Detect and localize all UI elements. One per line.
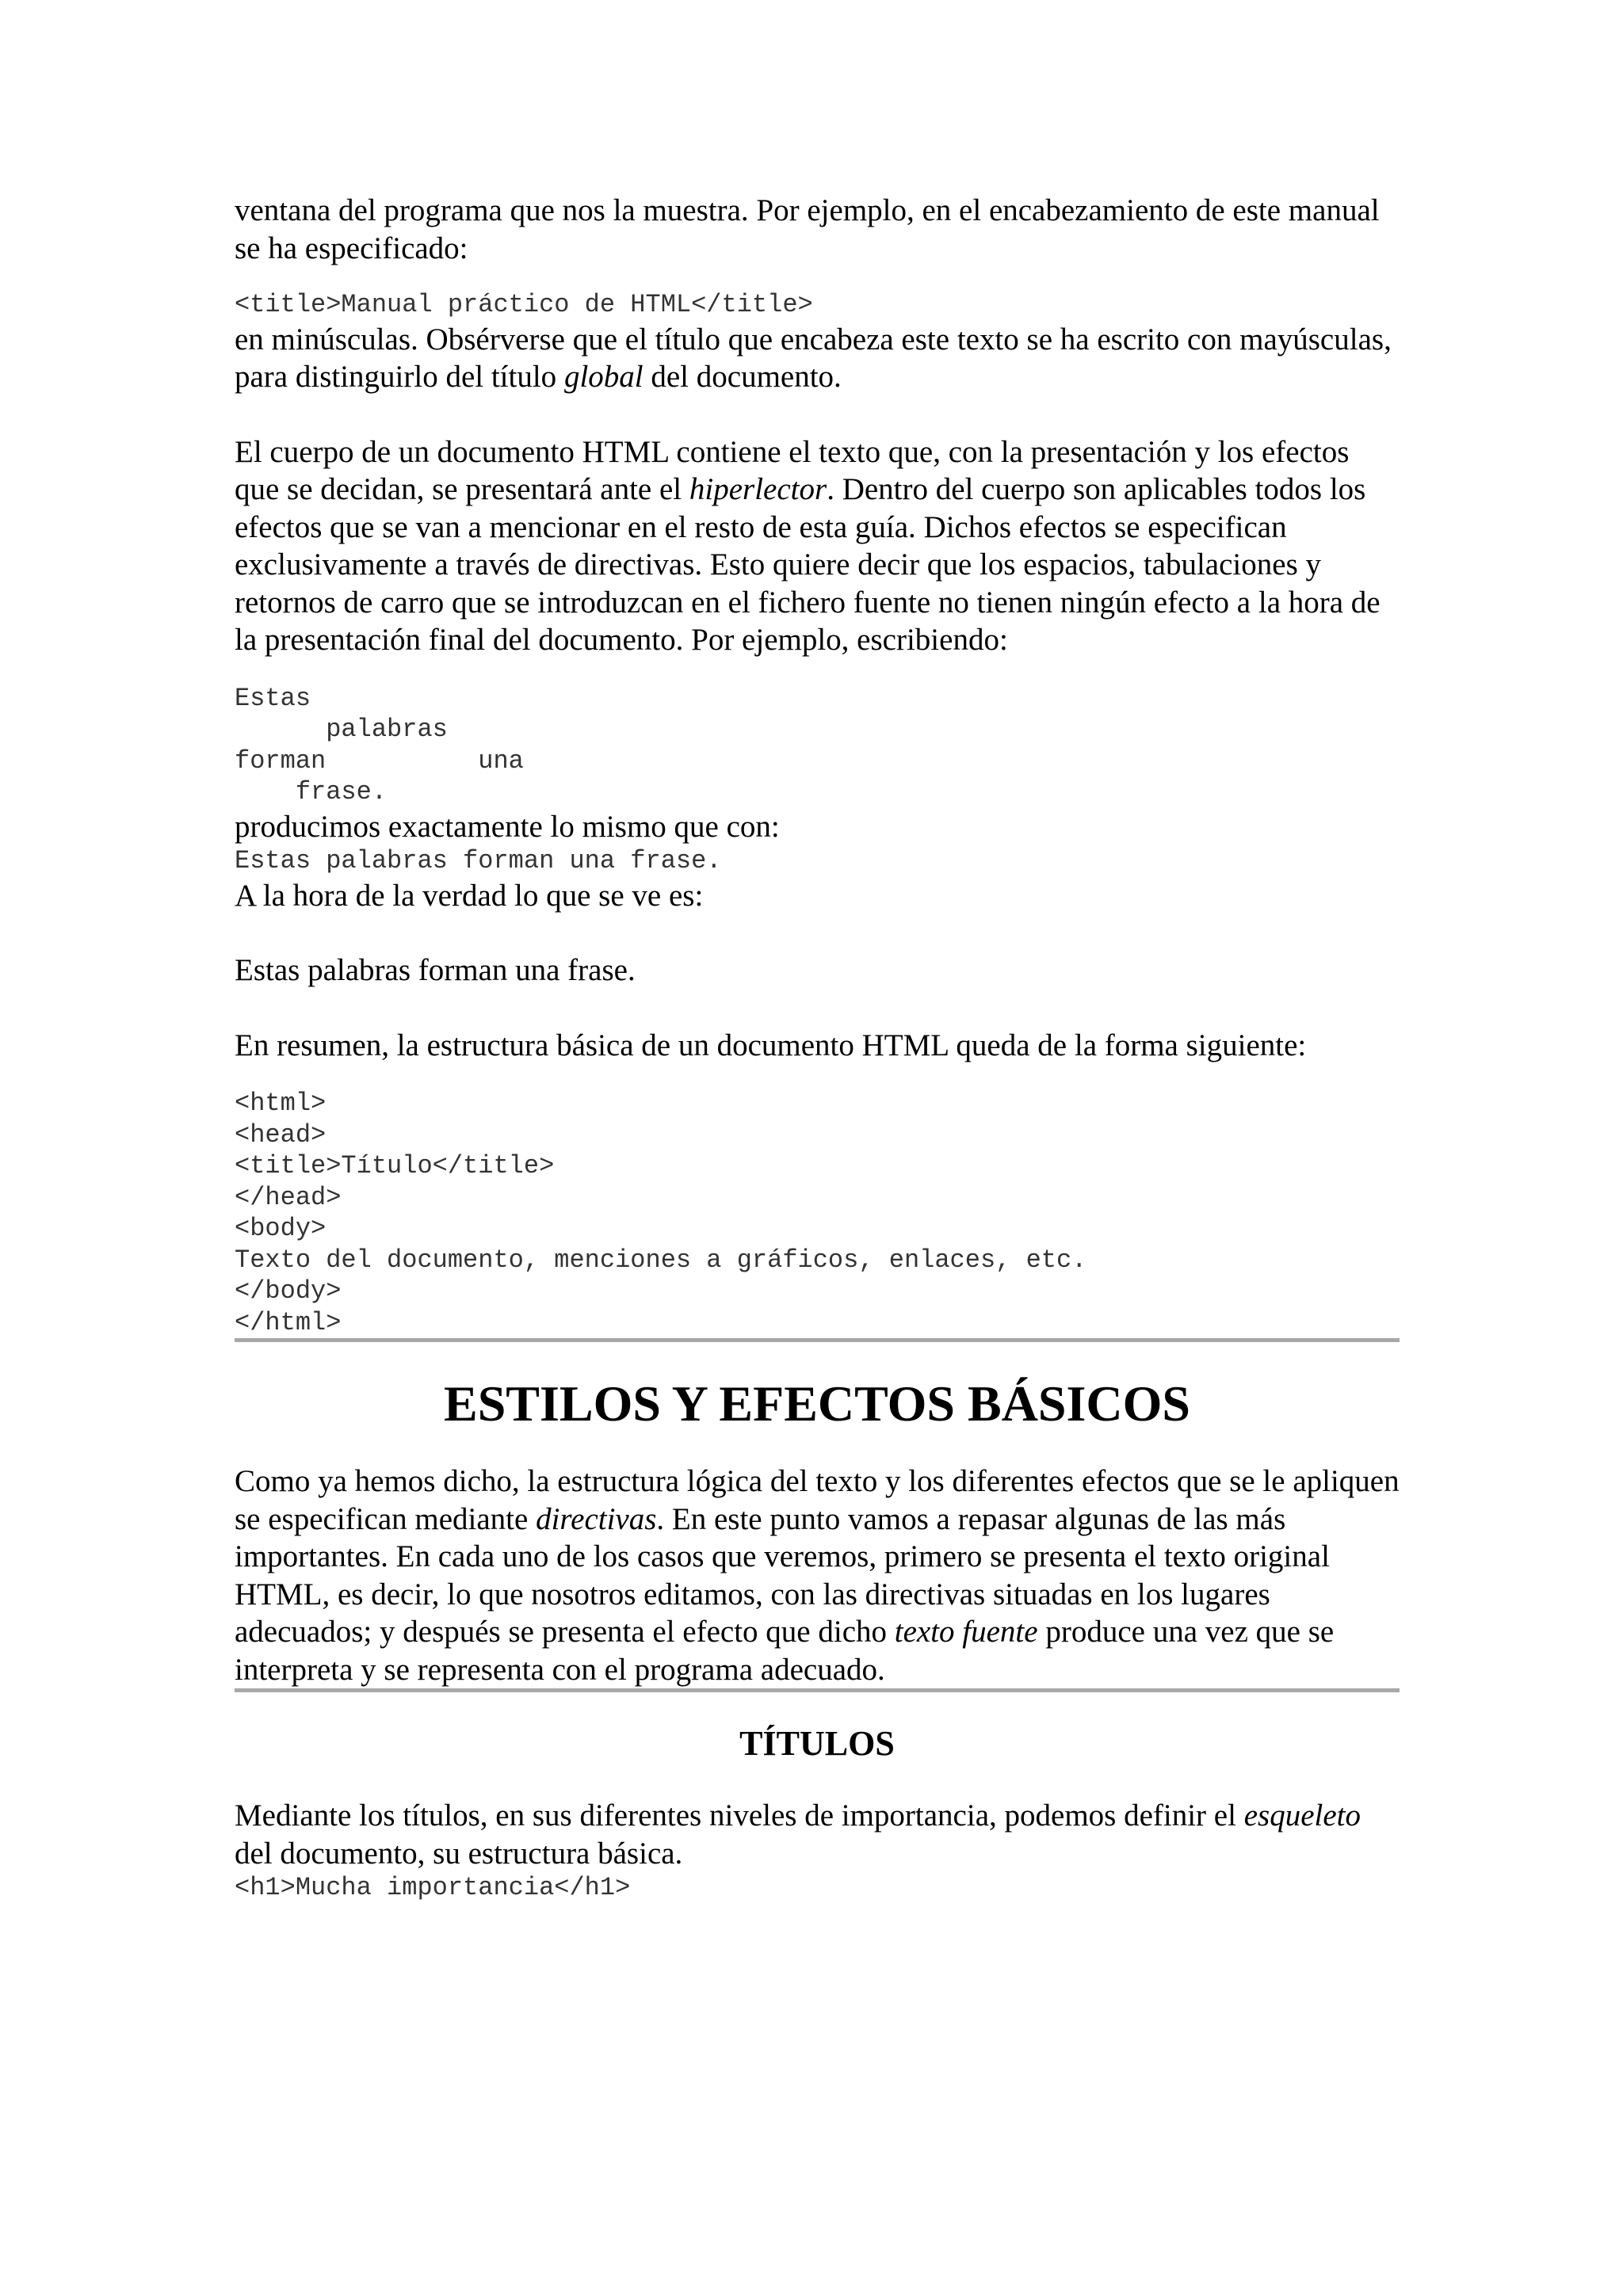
body-description-paragraph	[235, 433, 1400, 659]
code-spaced-example: Estas palabras forman una frase.	[235, 683, 524, 807]
emphasis-esqueleto: esqueleto	[1243, 1798, 1361, 1833]
rendered-sentence: Estas palabras forman una frase.	[235, 953, 636, 987]
what-you-see-paragraph: A la hora de la verdad lo que se ve es:	[235, 878, 704, 913]
code-title-example: <title>Manual práctico de HTML</title>	[235, 290, 813, 319]
horizontal-rule	[235, 1688, 1400, 1692]
text-run: en minúsculas. Obsérverse que el título que encabeza este texto se ha escrito con mayúsculas, para distinguirlo del título	[235, 322, 1392, 394]
emphasis-global: global	[563, 360, 643, 394]
section-heading-titulos: TÍTULOS	[739, 1724, 895, 1763]
spacer	[235, 1064, 1400, 1088]
document-page	[235, 192, 1400, 1904]
summary-paragraph: En resumen, la estructura básica de un documento HTML queda de la forma siguiente:	[235, 1028, 1307, 1062]
text-run: produce una vez que se interpreta y se representa con el programa adecuado.	[235, 1615, 1335, 1687]
spacer	[235, 914, 1400, 952]
section-heading-estilos: ESTILOS Y EFECTOS BÁSICOS	[444, 1375, 1190, 1432]
spacer	[235, 267, 1400, 289]
intro-paragraph: ventana del programa que nos la muestra. Por ejemplo, en el encabezamiento de este manual se ha especificado:	[235, 193, 1380, 265]
spacer	[235, 990, 1400, 1027]
code-structure-example: <html> <head> <title>Título</title> </head> <body> Texto del documento, menciones a gráficos, enlaces, etc. </body> </html>	[235, 1089, 1087, 1337]
code-inline-example: Estas palabras forman una frase.	[235, 846, 722, 875]
horizontal-rule	[235, 1338, 1400, 1342]
text-run: Como ya hemos dicho, la estructura lógica del texto y los diferentes efectos que se le apliquen se especifican mediante	[235, 1464, 1400, 1536]
text-run: del documento.	[643, 360, 842, 394]
emphasis-directivas: directivas	[536, 1501, 657, 1536]
text-run: . Dentro del cuerpo son aplicables todos los efectos que se van a mencionar en el resto de esta guía. Dichos efectos se especifican exclusivamente a través de directivas. Esto quiere decir que los espacios, tabulaciones y retornos de carro que se introduzcan en el fichero fuente no tienen ningún efecto a la hora de la presentación final del documento. Por ejemplo, escribiendo:	[235, 472, 1381, 657]
spacer	[235, 396, 1400, 433]
emphasis-texto-fuente: texto fuente	[894, 1615, 1038, 1649]
emphasis-hiperlector: hiperlector	[689, 472, 827, 506]
text-run: El cuerpo de un documento HTML contiene el texto que, con la presentación y los efectos que se decidan, se presentará ante el	[235, 434, 1350, 506]
text-run: Mediante los títulos, en sus diferentes niveles de importancia, podemos definir el	[235, 1798, 1244, 1833]
titles-intro-paragraph	[235, 1797, 1400, 1872]
title-case-paragraph	[235, 321, 1400, 396]
text-run: . En este punto vamos a repasar algunas de las más importantes. En cada uno de los casos que veremos, primero se presenta el texto original HTML, es decir, lo que nosotros editamos, con las directivas situadas en los lugares adecuados; y después se presenta el efecto que dicho	[235, 1501, 1330, 1649]
code-h1-example: <h1>Mucha importancia</h1>	[235, 1873, 631, 1902]
styles-intro-paragraph	[235, 1463, 1400, 1688]
text-run: del documento, su estructura básica.	[235, 1836, 683, 1871]
same-result-paragraph: producimos exactamente lo mismo que con:	[235, 809, 780, 844]
spacer	[235, 659, 1400, 683]
